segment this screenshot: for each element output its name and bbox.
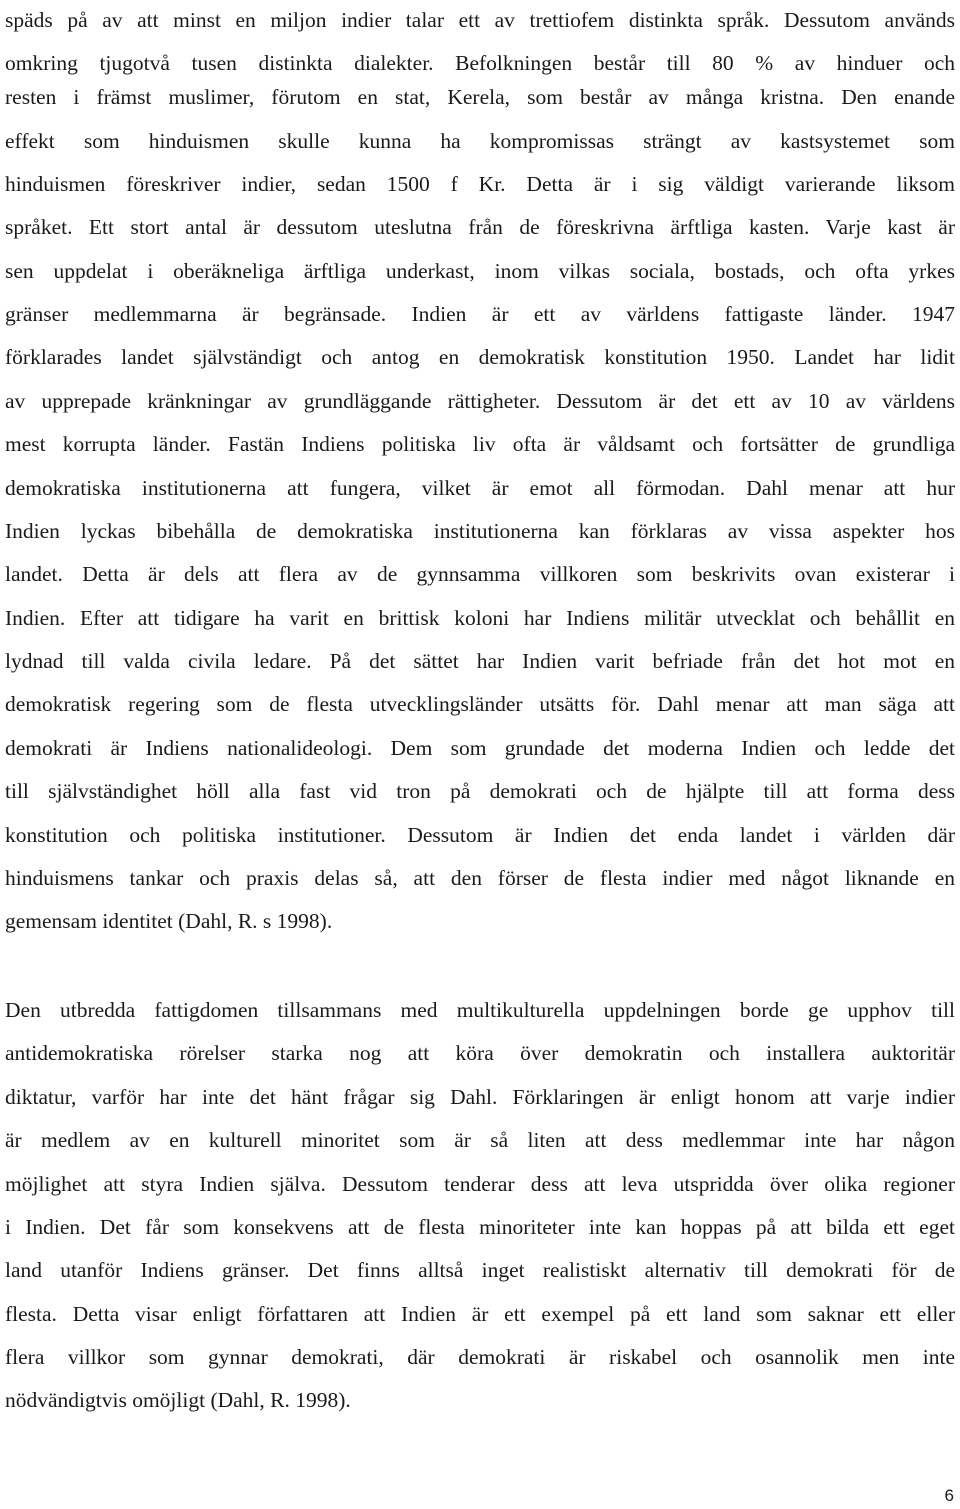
text-line: i Indien. Det får som konsekvens att de flesta minoriteter inte kan hoppas på att bilda ett eget: [5, 1215, 955, 1239]
text-line: gemensam identitet (Dahl, R. s 1998).: [5, 909, 333, 933]
text-line: demokratiska institutionerna att fungera, vilket är emot all förmodan. Dahl menar att hur: [5, 476, 955, 500]
text-line: effekt som hinduismen skulle kunna ha kompromissas strängt av kastsystemet som: [5, 129, 955, 153]
text-line: lydnad till valda civila ledare. På det sättet har Indien varit befriade från det hot mot en: [5, 649, 955, 673]
text-line: hinduismen föreskriver indier, sedan 1500 f Kr. Detta är i sig väldigt varierande liksom: [5, 172, 955, 196]
text-line: flesta. Detta visar enligt författaren att Indien är ett exempel på ett land som saknar ett eller: [5, 1302, 955, 1326]
text-line: Den utbredda fattigdomen tillsammans med multikulturella uppdelningen borde ge upphov till: [5, 998, 955, 1022]
text-line: omkring tjugotvå tusen distinkta dialekter. Befolkningen består till 80 % av hinduer och: [5, 51, 955, 75]
text-line: landet. Detta är dels att flera av de gynnsamma villkoren som beskrivits ovan existerar i: [5, 562, 955, 586]
text-line: språket. Ett stort antal är dessutom uteslutna från de föreskrivna ärftliga kasten. Varje kast är: [5, 215, 955, 239]
text-line: resten i främst muslimer, förutom en stat, Kerela, som består av många kristna. Den enande: [5, 85, 955, 109]
text-line: antidemokratiska rörelser starka nog att köra över demokratin och installera auktoritär: [5, 1041, 955, 1065]
text-line: gränser medlemmarna är begränsade. Indien är ett av världens fattigaste länder. 1947: [5, 302, 955, 326]
text-line: är medlem av en kulturell minoritet som är så liten att dess medlemmar inte har någon: [5, 1128, 955, 1152]
text-line: späds på av att minst en miljon indier talar ett av trettiofem distinkta språk. Dessutom används: [5, 8, 955, 32]
page-number: 6: [944, 1486, 954, 1505]
text-line: hinduismens tankar och praxis delas så, att den förser de flesta indier med något liknande en: [5, 866, 955, 890]
text-line: av upprepade kränkningar av grundläggande rättigheter. Dessutom är det ett av 10 av världens: [5, 389, 955, 413]
text-line: förklarades landet självständigt och antog en demokratisk konstitution 1950. Landet har lidit: [5, 345, 955, 369]
text-line: diktatur, varför har inte det hänt frågar sig Dahl. Förklaringen är enligt honom att varje indier: [5, 1085, 955, 1109]
text-line: nödvändigtvis omöjligt (Dahl, R. 1998).: [5, 1388, 351, 1412]
text-line: konstitution och politiska institutioner. Dessutom är Indien det enda landet i världen där: [5, 823, 955, 847]
text-line: demokratisk regering som de flesta utvecklingsländer utsätts för. Dahl menar att man säga att: [5, 692, 955, 716]
text-line: Indien. Efter att tidigare ha varit en brittisk koloni har Indiens militär utvecklat och behållit en: [5, 606, 955, 630]
text-line: möjlighet att styra Indien själva. Dessutom tenderar dess att leva utspridda över olika regioner: [5, 1172, 955, 1196]
text-line: till självständighet höll alla fast vid tron på demokrati och de hjälpte till att forma dess: [5, 779, 955, 803]
text-line: Indien lyckas bibehålla de demokratiska institutionerna kan förklaras av vissa aspekter hos: [5, 519, 955, 543]
text-line: sen uppdelat i oberäkneliga ärftliga underkast, inom vilkas sociala, bostads, och ofta yrkes: [5, 259, 955, 283]
text-line: flera villkor som gynnar demokrati, där demokrati är riskabel och osannolik men inte: [5, 1345, 955, 1369]
text-line: mest korrupta länder. Fastän Indiens politiska liv ofta är våldsamt och fortsätter de grundliga: [5, 432, 955, 456]
text-line: demokrati är Indiens nationalideologi. Dem som grundade det moderna Indien och ledde det: [5, 736, 955, 760]
text-line: land utanför Indiens gränser. Det finns alltså inget realistiskt alternativ till demokrati för de: [5, 1258, 955, 1282]
